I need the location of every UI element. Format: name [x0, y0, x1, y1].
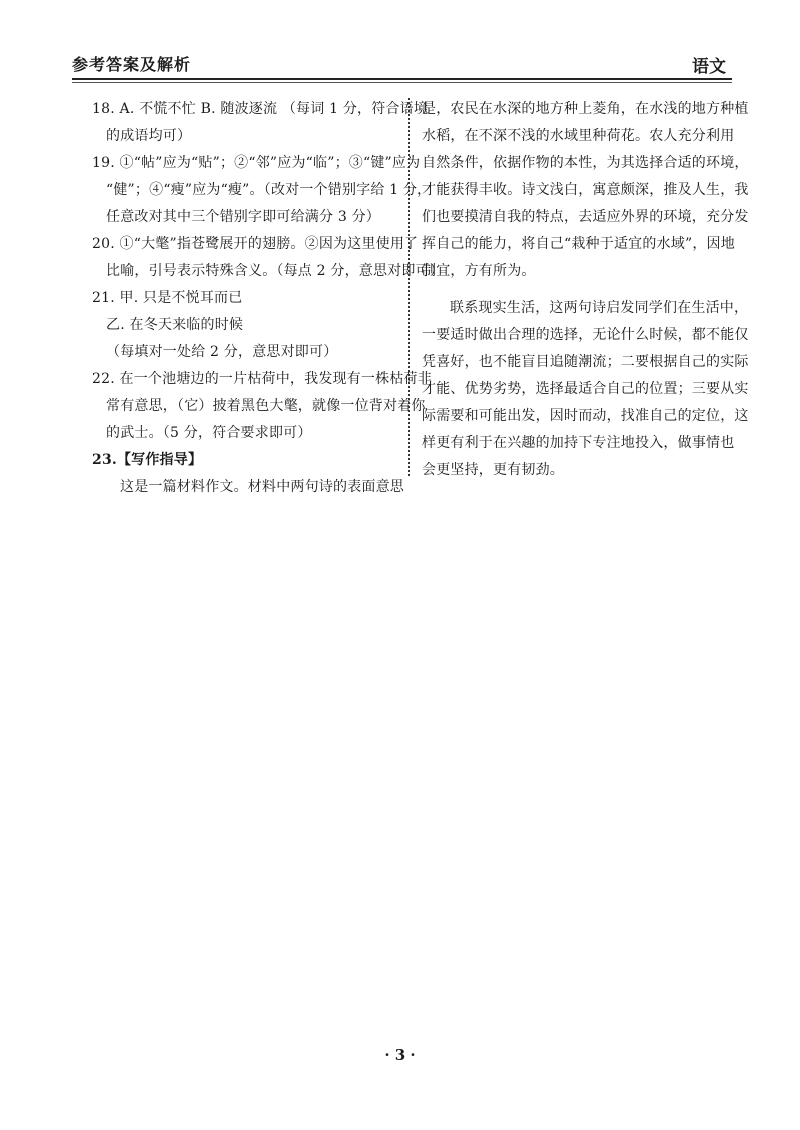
answer-21-cont: （每填对一处给 2 分，意思对即可）: [106, 344, 338, 360]
essay-guide-line: 会更坚持，更有韧劲。: [422, 462, 564, 478]
right-column: [422, 96, 749, 484]
answer-20-cont: 比喻，引号表示特殊含义。（每点 2 分，意思对即可）: [106, 263, 445, 279]
essay-guide-line: 们也要摸清自我的特点，去适应外界的环境，充分发: [422, 209, 749, 225]
answer-22-line: 22. 在一个池塘边的一片枯荷中，我发现有一株枯荷非: [92, 371, 432, 387]
essay-guide-line: 凭喜好，也不能盲目追随潮流；二要根据自己的实际: [422, 354, 749, 370]
page-number: · 3 ·: [384, 1046, 416, 1064]
page-header: [72, 52, 732, 80]
essay-guide-line: 自然条件，依据作物的本性，为其选择合适的环境，: [422, 155, 749, 171]
essay-guide-line: 挥自己的能力，将自己“栽种于适宜的水域”，因地: [422, 236, 735, 252]
header-section-title: 参考答案及解析: [72, 55, 192, 74]
answer-19-cont: 任意改对其中三个错别字即可给满分 3 分）: [106, 209, 381, 225]
essay-guide-line: 一要适时做出合理的选择，无论什么时候，都不能仅: [422, 327, 749, 343]
essay-guide-line: 样更有利于在兴趣的加持下专注地投入，做事情也: [422, 435, 735, 451]
essay-guide-line: 联系现实生活，这两句诗启发同学们在生活中，: [450, 300, 749, 316]
essay-guide-line: 才能、优势劣势，选择最适合自己的位置；三要从实: [422, 381, 749, 397]
answer-19-line: 19. ①“帖”应为“贴”；②“邻”应为“临”；③“键”应为: [92, 155, 421, 171]
answer-21-cont: 乙. 在冬天来临的时候: [106, 317, 244, 333]
essay-guide-line: 制宜，方有所为。: [422, 263, 536, 279]
left-column: [92, 96, 445, 501]
answer-22-cont: 常有意思，（它）披着黑色大氅，就像一位背对着你: [106, 398, 426, 414]
answer-22-cont: 的武士。（5 分，符合要求即可）: [106, 425, 312, 441]
essay-guide-line: 是，农民在水深的地方种上菱角，在水浅的地方种植: [422, 101, 749, 117]
answer-18-cont: 的成语均可）: [106, 128, 192, 144]
answer-19-cont: “健”；④“痩”应为“瘦”。（改对一个错别字给 1 分，: [106, 182, 432, 198]
essay-guide-line: 水稻，在不深不浅的水域里种荷花。农人充分利用: [422, 128, 735, 144]
header-subject: 语文: [692, 57, 726, 77]
answer-18-line: 18. A. 不慌不忙 B. 随波逐流 （每词 1 分，符合语境: [92, 101, 429, 117]
column-divider: [408, 98, 410, 476]
essay-guide-line: 际需要和可能出发，因时而动，找准自己的定位，这: [422, 408, 749, 424]
answer-23-text: 这是一篇材料作文。材料中两句诗的表面意思: [120, 479, 404, 495]
answer-21-line: 21. 甲. 只是不悦耳而已: [92, 290, 243, 306]
answer-23-heading: 23.【写作指导】: [92, 452, 203, 468]
answer-20-line: 20. ①“大氅”指苍鹭展开的翅膀。②因为这里使用了: [92, 236, 419, 252]
essay-guide-line: 才能获得丰收。诗文浅白，寓意颇深，推及人生，我: [422, 182, 749, 198]
header-rule: [72, 82, 732, 83]
